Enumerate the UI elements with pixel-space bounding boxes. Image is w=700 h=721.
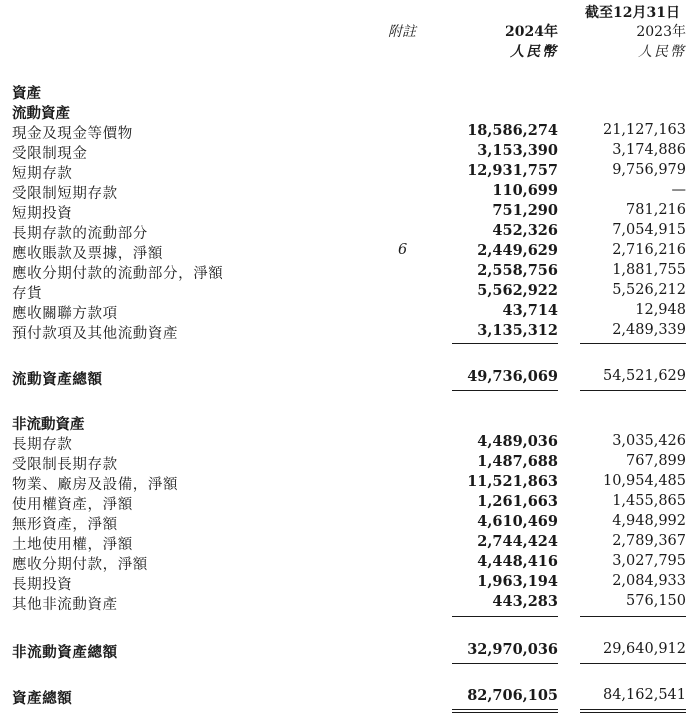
row-value-2023: 3,027,795 xyxy=(612,553,686,569)
subtotal-rule-2023 xyxy=(580,343,686,344)
row-value-2024: 4,448,416 xyxy=(477,553,558,570)
row-value-2023: 1,881,755 xyxy=(612,262,686,278)
row-value-2024: 2,558,756 xyxy=(477,262,558,279)
row-label: 其他非流動資產 xyxy=(12,597,118,613)
row-value-2024: 1,487,688 xyxy=(477,453,558,470)
row-value-2023: 7,054,915 xyxy=(612,222,686,238)
table-row xyxy=(0,573,700,593)
row-label: 受限制現金 xyxy=(12,146,88,162)
row-value-2023: 576,150 xyxy=(626,593,686,609)
table-row xyxy=(0,473,700,493)
row-label: 受限制短期存款 xyxy=(12,186,118,202)
row-value-2024: 452,326 xyxy=(492,222,558,239)
row-label: 長期投資 xyxy=(12,577,73,593)
row-note: 6 xyxy=(398,242,408,258)
row-value-2023: 84,162,541 xyxy=(602,687,686,703)
row-value-2024: 4,610,469 xyxy=(477,513,558,530)
row-value-2024: 43,714 xyxy=(502,302,558,319)
non-current-assets-total-row xyxy=(0,641,700,661)
row-label: 資產總額 xyxy=(12,690,73,707)
table-row xyxy=(0,433,700,453)
section-non-current-assets: 非流動資產 xyxy=(12,416,85,433)
table-row xyxy=(0,222,700,242)
row-value-2023: 54,521,629 xyxy=(602,368,686,384)
total-rule-2023 xyxy=(580,390,686,391)
grand-total-rule-2023 xyxy=(580,709,686,710)
currency-2024-header: 人民幣 xyxy=(510,44,558,60)
row-value-2024: 49,736,069 xyxy=(467,368,558,385)
row-value-2024: 1,963,194 xyxy=(477,573,558,590)
row-value-2023: 3,035,426 xyxy=(612,433,686,449)
note-column-header: 附註 xyxy=(388,24,416,40)
row-value-2023: 2,489,339 xyxy=(612,322,686,338)
row-label: 預付款項及其他流動資產 xyxy=(12,326,179,342)
row-value-2024: 18,586,274 xyxy=(467,122,558,139)
row-value-2024: 3,153,390 xyxy=(477,142,558,159)
row-label: 應收分期付款，淨額 xyxy=(12,557,148,573)
row-label: 應收分期付款的流動部分，淨額 xyxy=(12,266,224,282)
row-value-2023: 2,716,216 xyxy=(612,242,686,258)
row-value-2023: 4,948,992 xyxy=(612,513,686,529)
subtotal-rule-2024 xyxy=(452,616,558,617)
row-value-2023: 2,084,933 xyxy=(612,573,686,589)
row-label: 短期投資 xyxy=(12,206,73,222)
row-value-2023: 5,526,212 xyxy=(612,282,686,298)
table-row xyxy=(0,202,700,222)
total-rule-2024 xyxy=(452,390,558,391)
row-value-2024: 110,699 xyxy=(492,182,558,199)
row-value-2024: 1,261,663 xyxy=(477,493,558,510)
row-label: 物業、廠房及設備，淨額 xyxy=(12,477,179,493)
row-value-2023: 2,789,367 xyxy=(612,533,686,549)
section-assets: 資產 xyxy=(12,85,41,102)
total-assets-row xyxy=(0,687,700,707)
table-row xyxy=(0,322,700,342)
table-row xyxy=(0,262,700,282)
row-label: 應收賬款及票據，淨額 xyxy=(12,246,163,262)
row-value-2023: 21,127,163 xyxy=(602,122,686,138)
grand-total-double-rule-2024 xyxy=(452,712,558,713)
total-rule-2023 xyxy=(580,663,686,664)
current-assets-total-row xyxy=(0,368,700,388)
period-header: 截至12月31日 xyxy=(585,5,680,21)
table-row xyxy=(0,182,700,202)
row-value-2024: 751,290 xyxy=(492,202,558,219)
table-row xyxy=(0,493,700,513)
table-row xyxy=(0,533,700,553)
section-current-assets: 流動資產 xyxy=(12,105,70,122)
row-value-2023: 1,455,865 xyxy=(612,493,686,509)
row-value-2024: 443,283 xyxy=(492,593,558,610)
row-value-2024: 2,449,629 xyxy=(477,242,558,259)
grand-total-rule-2024 xyxy=(452,709,558,710)
table-row xyxy=(0,162,700,182)
row-value-2023: 29,640,912 xyxy=(602,641,686,657)
row-value-2024: 3,135,312 xyxy=(477,322,558,339)
table-row xyxy=(0,553,700,573)
table-row xyxy=(0,513,700,533)
grand-total-double-rule-2023 xyxy=(580,712,686,713)
year-2024-header: 2024年 xyxy=(505,24,558,40)
row-label: 無形資產，淨額 xyxy=(12,517,118,533)
row-value-2023: 781,216 xyxy=(626,202,686,218)
row-label: 非流動資產總額 xyxy=(12,644,118,661)
row-label: 流動資產總額 xyxy=(12,371,103,388)
row-value-2023: 10,954,485 xyxy=(602,473,686,489)
year-2023-header: 2023年 xyxy=(636,24,686,40)
row-value-2023: 3,174,886 xyxy=(612,142,686,158)
row-value-2024: 12,931,757 xyxy=(467,162,558,179)
row-label: 應收關聯方款項 xyxy=(12,306,118,322)
row-value-2024: 2,744,424 xyxy=(477,533,558,550)
table-row xyxy=(0,122,700,142)
row-value-2024: 32,970,036 xyxy=(467,641,558,658)
row-value-2024: 4,489,036 xyxy=(477,433,558,450)
row-label: 使用權資產，淨額 xyxy=(12,497,133,513)
currency-2023-header: 人民幣 xyxy=(638,44,686,60)
row-label: 長期存款的流動部分 xyxy=(12,226,148,242)
total-rule-2024 xyxy=(452,663,558,664)
row-label: 現金及現金等價物 xyxy=(12,126,133,142)
row-label: 土地使用權，淨額 xyxy=(12,537,133,553)
row-value-2023: 12,948 xyxy=(635,302,686,318)
row-label: 短期存款 xyxy=(12,166,73,182)
subtotal-rule-2024 xyxy=(452,343,558,344)
table-row xyxy=(0,282,700,302)
subtotal-rule-2023 xyxy=(580,616,686,617)
table-row xyxy=(0,142,700,162)
row-value-2024: 82,706,105 xyxy=(467,687,558,704)
row-value-2024: 11,521,863 xyxy=(467,473,558,490)
table-row xyxy=(0,453,700,473)
row-label: 存貨 xyxy=(12,286,43,302)
table-row xyxy=(0,242,700,262)
table-row xyxy=(0,302,700,322)
row-label: 受限制長期存款 xyxy=(12,457,118,473)
row-value-2024: 5,562,922 xyxy=(477,282,558,299)
table-row xyxy=(0,593,700,613)
row-value-2023: 767,899 xyxy=(626,453,686,469)
row-value-2023: 9,756,979 xyxy=(612,162,686,178)
row-label: 長期存款 xyxy=(12,437,73,453)
row-value-2023: — xyxy=(671,182,686,198)
